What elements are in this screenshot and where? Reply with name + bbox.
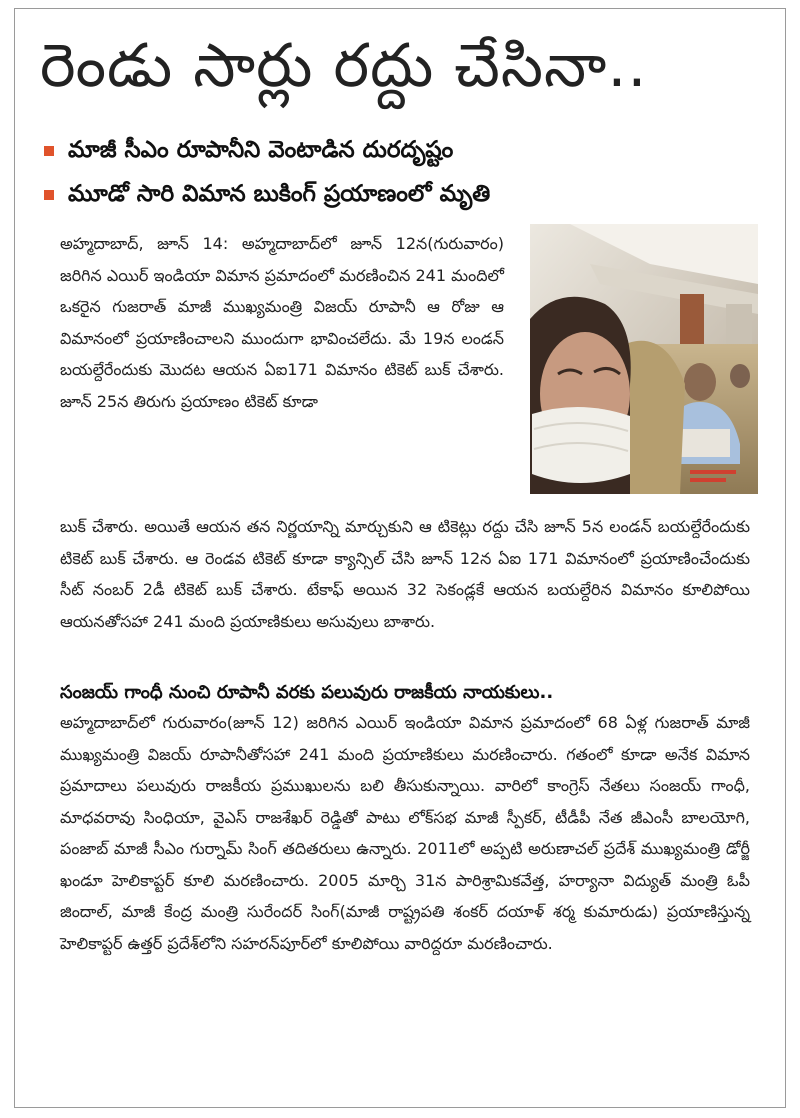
paragraph-1-bottom: బుక్‌ చేశారు. అయితే ఆయన తన నిర్ణయాన్ని మార్చుకుని ఆ టికెట్లు రద్దు చేసి జూన్‌ 5న లండన్‌ బయల్దేరేందుకు టికెట్‌ బుక్‌ చేశారు. ఆ రెండవ టికెట్‌ కూడా క్యాన్సిల్‌ చేసి జూన్‌ 12న ఏఐ 171 విమానంలో ప్రయాణించేందుకు సీట్‌ నంబర్‌ 2డీ టికెట్‌ బుక్‌ చేశారు. టేకాఫ్‌ అయిన 32 సెకండ్లకే ఆయన బయల్దేరిన విమానం కూలిపోయి ఆయనతోసహా 241 మంది ప్రయాణికులు అసువులు బాశారు.	[60, 517, 750, 631]
bullet-icon	[44, 146, 54, 156]
paragraph-2: అహ్మదాబాద్‌లో గురువారం(జూన్‌ 12) జరిగిన ఎయిర్‌ ఇండియా విమాన ప్రమాదంలో 68 ఏళ్ల గుజరాత్‌ మాజీ ముఖ్యమంత్రి విజయ్‌ రూపానీతోసహా 241 మంది ప్రయాణికులు మరణించారు. గతంలో కూడా అనేక విమాన ప్రమాదాలు పలువురు రాజకీయ ప్రముఖులను బలి తీసుకున్నాయి. వారిలో కాంగ్రెస్‌ నేతలు సంజయ్‌ గాంధీ, మాధవరావు సింధియా, వైఎస్‌ రాజశేఖర్‌ రెడ్డితో పాటు లోక్‌సభ మాజీ స్పీకర్‌, టీడీపీ నేత జీఎంసీ బాలయోగి, పంజాబ్‌ మాజీ సీఎం గుర్నామ్‌ సింగ్‌ తదితరులు ఉన్నారు. 2011లో అప్పటి అరుణాచల్‌ ప్రదేశ్‌ ముఖ్యమంత్రి డోర్జీ ఖండూ హెలికాప్టర్‌ కూలి మరణించారు. 2005 మార్చి 31న పారిశ్రామికవేత్త, హర్యానా విద్యుత్‌ మంత్రి ఓపీ జిందాల్‌, మాజీ కేంద్ర మంత్రి సురేందర్‌ సింగ్‌(మాజీ రాష్ట్రపతి శంకర్‌ దయాళ్‌ శర్మ కుమారుడు) ప్రయాణిస్తున్న హెలికాప్టర్‌ ఉత్తర్‌ ప్రదేశ్‌లోని సహరన్‌పూర్‌లో కూలిపోయి వారిద్దరూ మరణించారు.	[60, 713, 751, 953]
headline: రెండు సార్లు రద్దు చేసినా..	[40, 31, 648, 101]
section-2-heading: సంజయ్‌ గాంధీ నుంచి రూపానీ వరకు పలువురు రాజకీయ నాయకులు..	[60, 682, 554, 703]
bullet-icon	[44, 190, 54, 200]
subheading-2-text: మూడో సారి విమాన బుకింగ్‌ ప్రయాణంలో మృతి	[68, 181, 491, 207]
subheading-1-text: మాజీ సీఎం రూపానీని వెంటాడిన దురదృష్టం	[68, 137, 454, 163]
paragraph-1-top: అహ్మదాబాద్‌, జూన్‌ 14: అహ్మదాబాద్‌లో జూన్‌ 12న(గురువారం) జరిగిన ఎయిర్‌ ఇండియా విమాన ప్రమాదంలో మరణించిన 241 మందిలో ఒకరైన గుజరాత్‌ మాజీ ముఖ్యమంత్రి విజయ్‌ రూపానీ ఆ రోజు ఆ విమానంలో ప్రయాణించాలని ముందుగా భావించలేదు. మే 19న లండన్‌ బయల్దేరేందుకు మొదట ఆయన ఏఐ171 విమానం టికెట్‌ బుక్‌ చేశారు. జూన్‌ 25న తిరుగు ప్రయాణం టికెట్‌ కూడా	[60, 234, 504, 411]
subheading-2	[44, 176, 764, 212]
photo-selfie-in-aircraft	[530, 224, 758, 494]
subheading-1	[44, 132, 764, 168]
photo-illustration	[530, 224, 758, 494]
